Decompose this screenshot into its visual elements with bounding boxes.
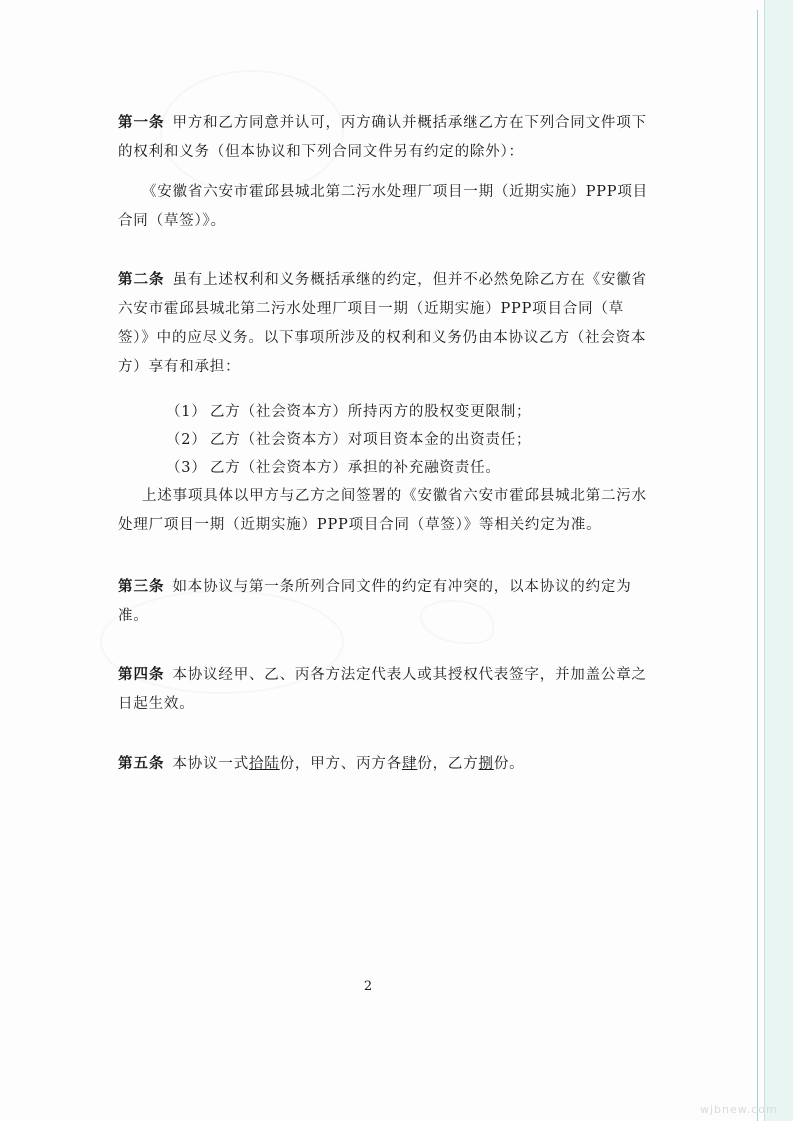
page-number: 2 [363, 979, 373, 994]
article-5-text: 本协议一式 [172, 756, 249, 772]
article-5-text: 份，乙方 [417, 756, 479, 772]
copies-total: 拾陆 [249, 756, 280, 772]
article-5 [118, 749, 678, 779]
article-4-heading: 第四条 [118, 666, 165, 683]
item-text: 乙方（社会资本方）所持丙方的股权变更限制； [210, 404, 532, 420]
article-1 [118, 108, 648, 167]
item-number: （2） [166, 432, 207, 448]
article-1-heading: 第一条 [118, 114, 165, 131]
page-edge-line [757, 10, 758, 1121]
item-text: 乙方（社会资本方）承担的补充融资责任。 [210, 460, 501, 476]
article-3-text: 如本协议与第一条所列合同文件的约定有冲突的，以本协议的约定为准。 [118, 579, 632, 624]
copies-party-b: 捌 [478, 756, 494, 772]
article-2-item [166, 454, 501, 483]
article-1-text: 甲方和乙方同意并认可，丙方确认并概括承继乙方在下列合同文件项下的权利和义务（但本协议和下列合同文件另有约定的除外）： [118, 115, 647, 160]
article-5-text: 份。 [493, 756, 525, 772]
copies-each: 肆 [402, 756, 418, 772]
article-2-heading: 第二条 [118, 271, 165, 288]
article-2-closing: 上述事项具体以甲方与乙方之间签署的《安徽省六安市霍邱县城北第二污水处理厂项目一期（近期实施）PPP项目合同（草签）》等相关约定为准。 [118, 488, 647, 533]
item-number: （1） [166, 404, 207, 420]
article-2-item [166, 398, 531, 427]
article-3 [118, 572, 648, 631]
page-edge-line [764, 0, 765, 1121]
item-number: （3） [166, 460, 207, 476]
article-4 [118, 660, 648, 719]
page-edge-strip [765, 0, 793, 1121]
article-4-text: 本协议经甲、乙、丙各方法定代表人或其授权代表签字，并加盖公章之日起生效。 [118, 667, 647, 712]
article-2 [118, 265, 648, 382]
article-2-item [166, 426, 531, 455]
article-5-text: 份，甲方、丙方各 [279, 756, 403, 772]
site-watermark: wjbnew.com [700, 1103, 778, 1116]
article-1-contract-title: 《安徽省六安市霍邱县城北第二污水处理厂项目一期（近期实施）PPP项目合同（草签）》。 [118, 184, 648, 229]
article-2-text: 虽有上述权利和义务概括承继的约定，但并不必然免除乙方在《安徽省六安市霍邱县城北第二污水处理厂项目一期（近期实施）PPP项目合同（草签）》中的应尽义务。以下事项所涉及的权利和义务仍由本协议乙方（社会资本方）享有和承担： [118, 272, 647, 375]
item-text: 乙方（社会资本方）对项目资本金的出资责任； [210, 432, 532, 448]
article-5-heading: 第五条 [118, 755, 165, 772]
article-3-heading: 第三条 [118, 578, 165, 595]
